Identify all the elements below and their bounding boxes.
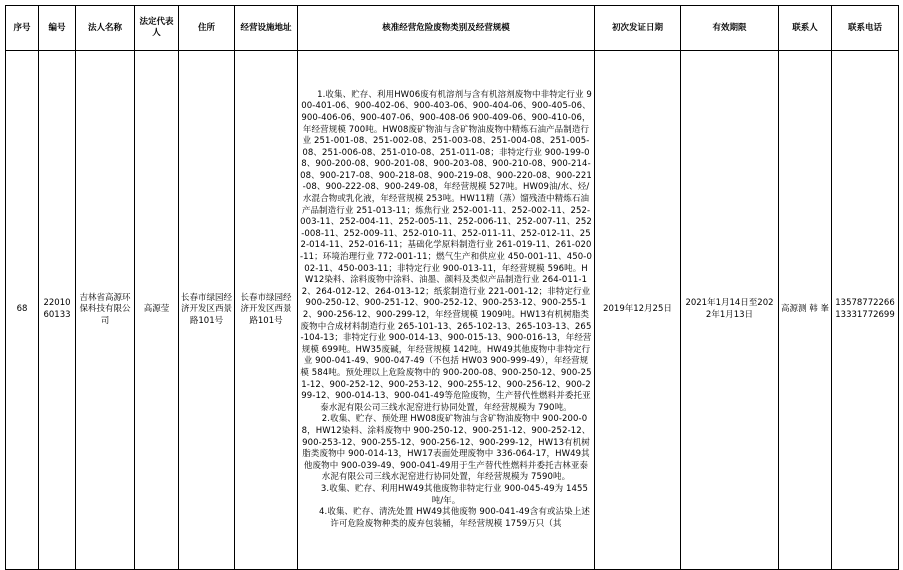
issue-date-value: 2019年12月25日 xyxy=(603,304,672,315)
code-value: 2201060133 xyxy=(43,298,71,320)
seq-value: 68 xyxy=(16,304,28,315)
header-code: 编号 xyxy=(39,6,76,51)
header-row xyxy=(6,6,899,51)
header-phone: 联系电话 xyxy=(832,6,899,51)
address-value: 长春市绿园经济开发区西景路101号 xyxy=(181,292,233,326)
cell-code xyxy=(39,51,76,570)
permit-table xyxy=(5,5,899,570)
contact-value: 高源测 韩 峯 xyxy=(781,304,829,315)
cell-issue-date xyxy=(595,51,681,570)
header-facility: 经营设施地址 xyxy=(235,6,298,51)
cell-seq xyxy=(6,51,39,570)
header-issue-date: 初次发证日期 xyxy=(595,6,681,51)
header-validity: 有效期限 xyxy=(681,6,779,51)
cell-scope xyxy=(298,51,595,570)
header-seq: 序号 xyxy=(6,6,39,51)
company-value: 吉林省高源环保科技有限公司 xyxy=(79,292,131,326)
cell-contact xyxy=(779,51,832,570)
cell-company xyxy=(76,51,135,570)
cell-validity xyxy=(681,51,779,570)
header-address: 住所 xyxy=(179,6,235,51)
facility-value: 长春市绿园经济开发区西景路101号 xyxy=(240,292,292,326)
scope-paragraph-1: 1.收集、贮存、利用HW06废有机溶剂与含有机溶剂废物中非特定行业 900-401-06、900-402-06、900-403-06、900-404-06、900-405-06、900-406-06、900-407-06、900-408-06 900-409-06、900-410-06，年经营规模 700吨。HW08废矿物油与含矿物油废物中精炼石油产品制造行业 251-001-08、251-002-08、251-003-08、251-004-08、251-005-08、251-006-08、251-010-08、251-011-08；非特定行业 900-199-08、900-200-08、900-201-08、900-203-08、900-210-08、900-214-08、900-217-08、900-218-08、900-219-08、900-220-08、900-221-08、900-222-08、900-249-08，年经营规模 527吨。HW09油/水、烃/水混合物或乳化液，年经营规模 253吨。HW11精（蒸）馏残渣中精炼石油产品制造行业 251-013-11；炼焦行业 252-001-11、252-002-11、252-003-11、252-004-11、252-005-11、252-006-11、252-007-11、252-008-11、252-009-11、252-010-11、252-011-11、252-012-11、252-014-11、252-016-11；基础化学原料制造行业 261-019-11、261-020-11；环境治理行业 772-001-11；燃气生产和供应业 450-001-11、450-002-11、450-003-11；非特定行业 900-013-11，年经营规模 596吨。HW12染料、涂料废物中涂料、油墨、颜料及类似产品制造行业 264-011-12、264-012-12、264-013-12；纸浆制造行业 221-001-12；非特定行业 900-250-12、900-251-12、900-252-12、900-253-12、900-255-12、900-256-12、900-299-12，年经营规模 1909吨。HW13有机树脂类废物中合成材料制造行业 265-101-13、265-102-13、265-103-13、265-104-13；非特定行业 900-014-13、900-015-13、900-016-13，年经营规模 699吨。HW35废碱，年经营规模 142吨。HW49其他废物中非特定行业 900-041-49、900-047-49（不包括 HW03 900-999-49），年经营规模 584吨。预处理以上危险废物中的 900-200-08、900-250-12、900-251-12、900-252-12、900-253-12、900-255-12、900-256-12、900-299-12、900-014-13、900-041-49等危险废物，生产替代性燃料并委托亚泰水泥有限公司三线水泥窑进行协同处置，年经营规模为 790吨。 xyxy=(300,89,592,413)
header-company: 法人名称 xyxy=(76,6,135,51)
cell-phone xyxy=(832,51,899,570)
scope-paragraph-2: 2.收集、贮存、预处理 HW08废矿物油与含矿物油废物中 900-200-08，HW12染料、涂料废物中 900-250-12、900-251-12、900-252-12、900-253-12、900-255-12、900-256-12、900-299-12，HW13有机树脂类废物中 900-014-13，HW17表面处理废物中 336-064-17，HW49其他废物中 900-039-49、900-041-49用于生产替代性燃料并委托吉林亚泰水泥有限公司三线水泥窑进行协同处置，年经营规模为 7590吨。 xyxy=(301,414,591,483)
cell-rep xyxy=(135,51,179,570)
header-scope: 核准经营危险废物类别及经营规模 xyxy=(298,6,595,51)
header-contact: 联系人 xyxy=(779,6,832,51)
table-row xyxy=(6,51,899,570)
validity-value: 2021年1月14日至2022年1月13日 xyxy=(685,298,774,320)
cell-facility xyxy=(235,51,298,570)
header-rep: 法定代表人 xyxy=(135,6,179,51)
scope-paragraph-4: 4.收集、贮存、清洗处置 HW49其他废物 900-041-49含有或沾染上述许可危险废物种类的废弃包装桶，年经营规模 1759万只（其 xyxy=(319,507,590,529)
cell-address xyxy=(179,51,235,570)
rep-value: 高源莹 xyxy=(143,304,170,315)
scope-paragraph-3: 3.收集、贮存、利用HW49其他废物非特定行业 900-045-49为 1455吨/年。 xyxy=(320,483,589,506)
phone-value: 13578772266 13331772699 xyxy=(835,298,895,320)
